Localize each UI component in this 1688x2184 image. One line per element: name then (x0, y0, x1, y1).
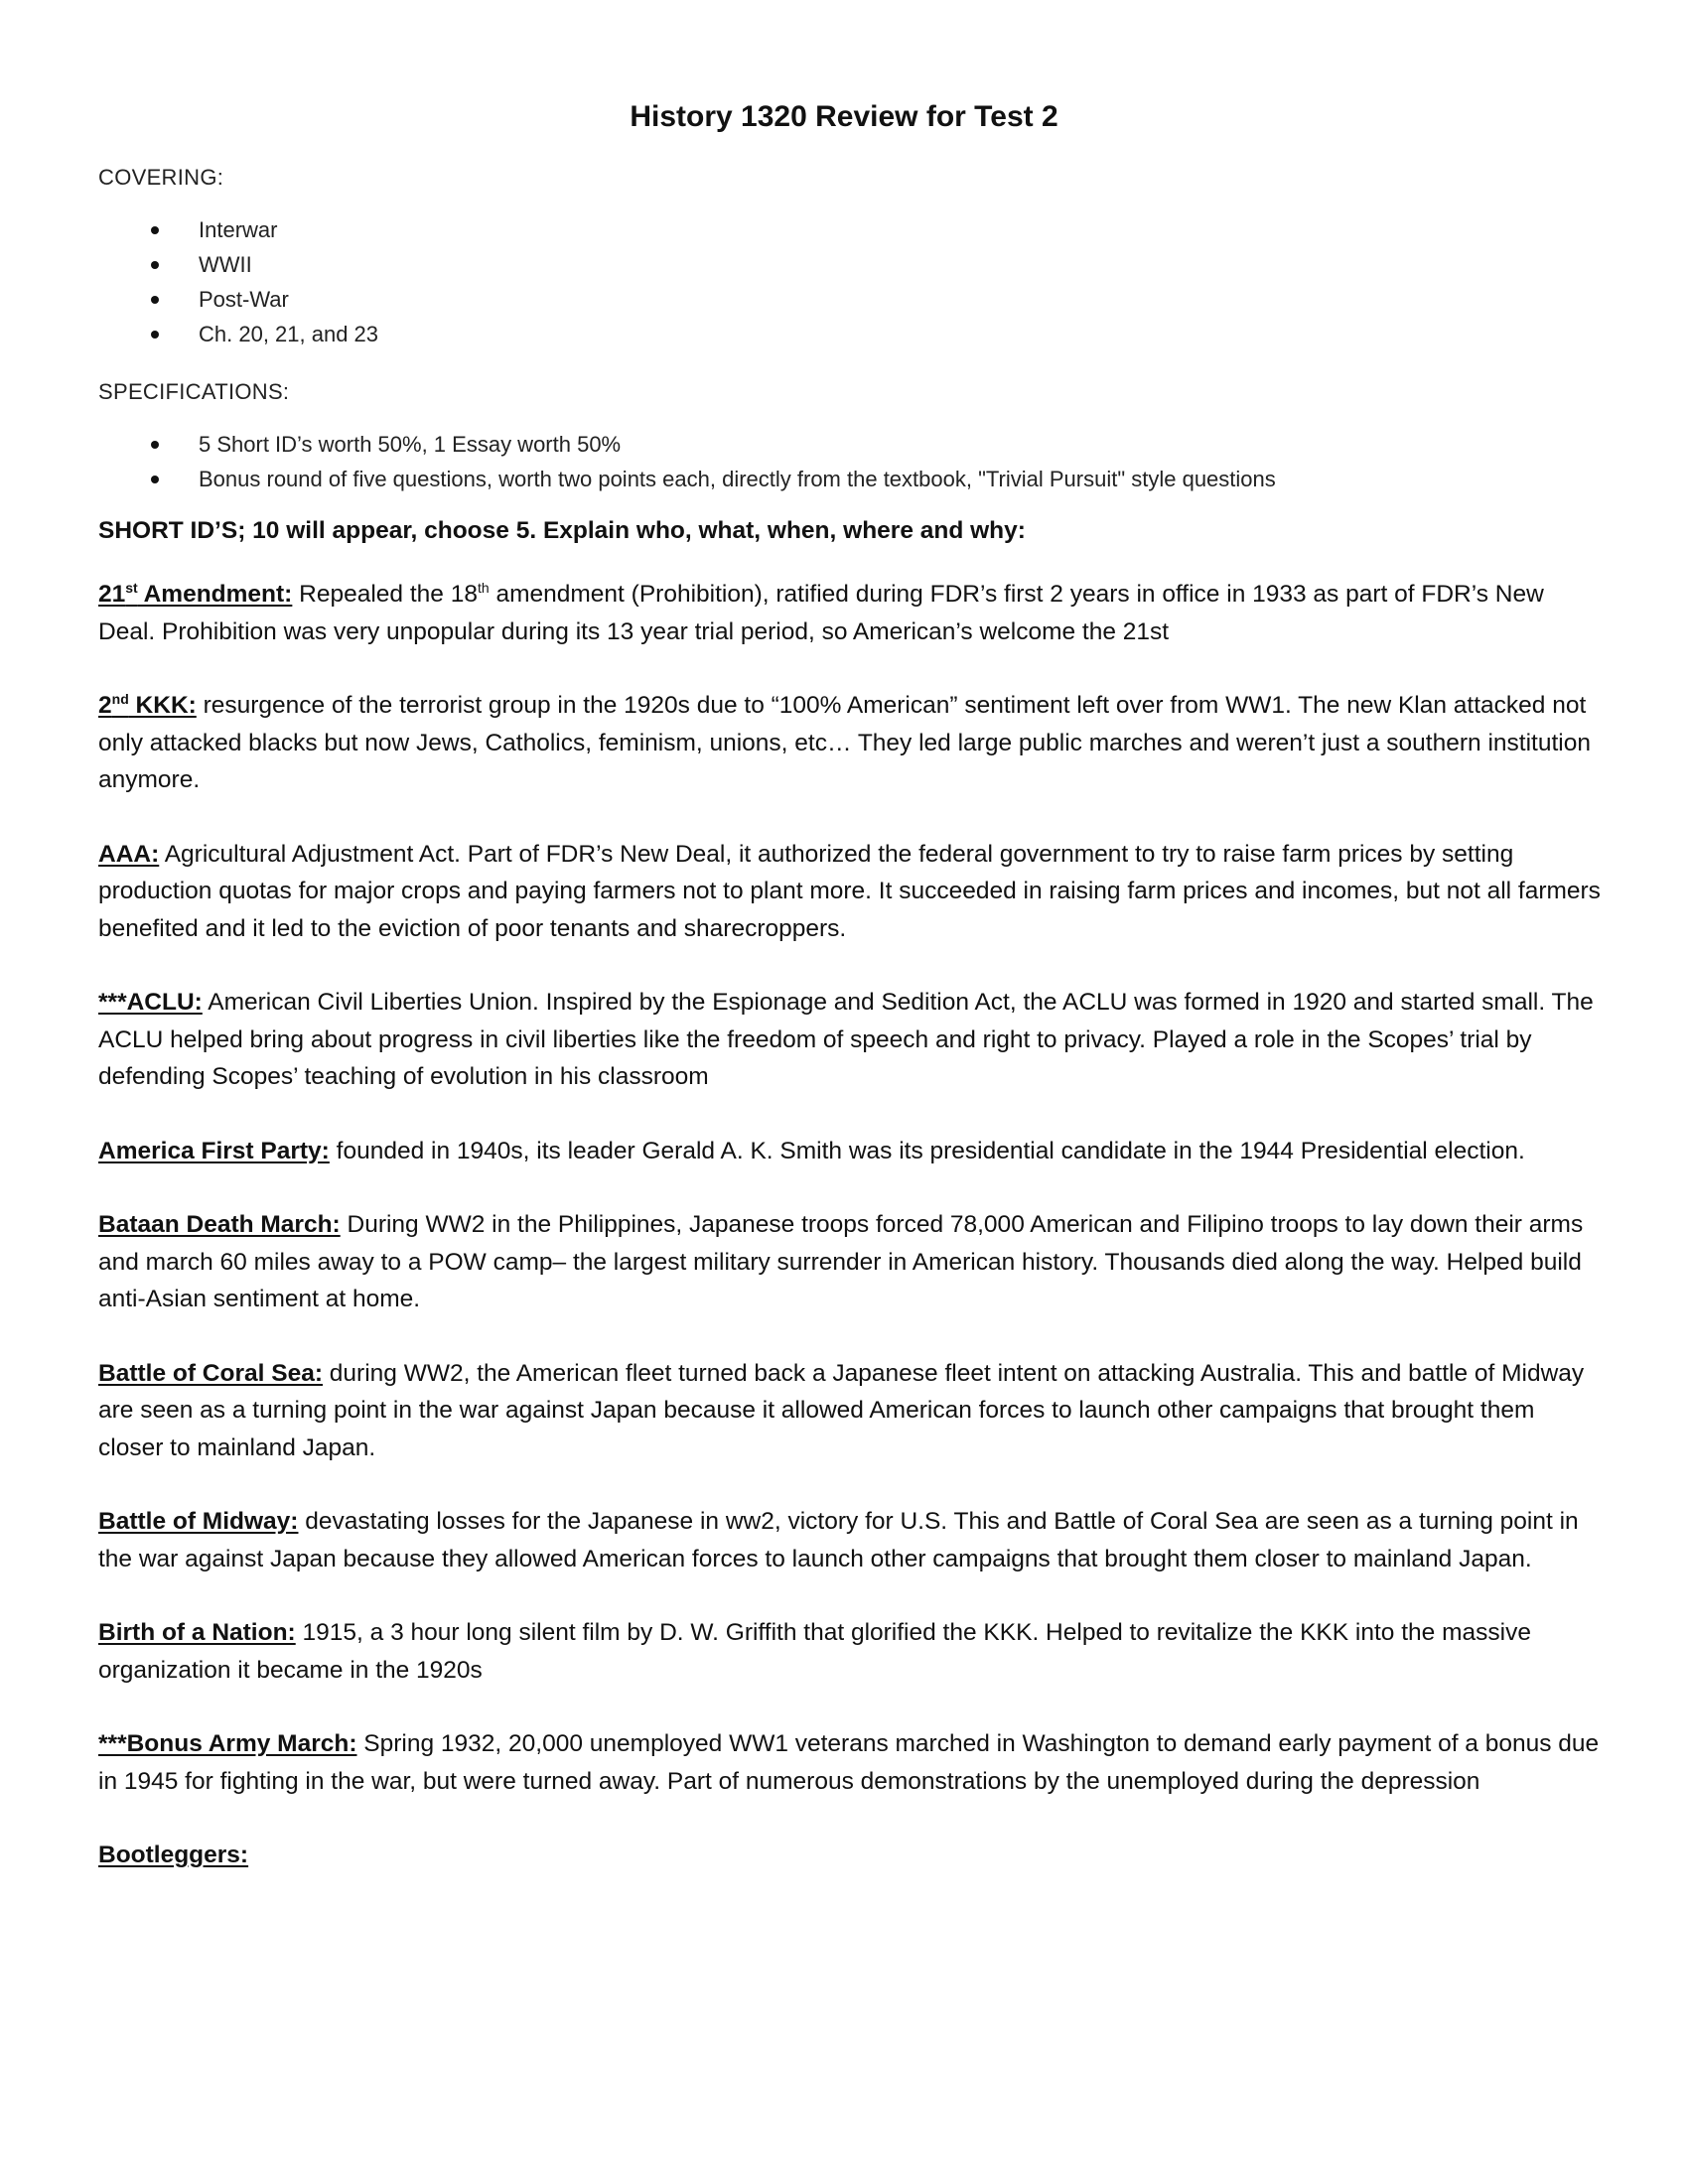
entry-term: AAA: (98, 840, 160, 868)
page-title: History 1320 Review for Test 2 (630, 100, 1058, 133)
list-item: 5 Short ID’s worth 50%, 1 Essay worth 50% (98, 427, 1588, 462)
list-item: Bonus round of five questions, worth two points each, directly from the textbook, "Trivial Pursuit" style questions (98, 462, 1588, 496)
bullet-icon (151, 296, 159, 304)
entry-america-first-party: America First Party: founded in 1940s, its leader Gerald A. K. Smith was its presidential candidate in the 1944 Presidential election. (98, 1137, 1525, 1164)
entry-bootleggers (98, 1837, 1603, 1874)
list-item: WWII (98, 247, 1588, 282)
entry-2nd-kkk: 2nd KKK: resurgence of the terrorist group in the 1920s due to “100% American” sentiment left over from WW1. The new Klan attacked not only attacked blacks but now Jews, Catholics, feminism, unions, etc… They led large public marches and weren’t just a southern institution anymore. (98, 690, 1591, 793)
entry-birth-of-a-nation: Birth of a Nation: 1915, a 3 hour long silent film by D. W. Griffith that glorified the KKK. Helped to revitalize the KKK into the massive organization it became in the 1920s (98, 1619, 1531, 1684)
specifications-list (98, 427, 1588, 496)
entry-term: 2nd KKK: (98, 690, 197, 719)
entry-aclu: ***ACLU: American Civil Liberties Union. Inspired by the Espionage and Sedition Act, the ACLU was formed in 1920 and started small. The ACLU helped bring about progress in civil liberties like the freedom of speech and right to privacy. Played a role in the Scopes’ trial by defending Scopes’ teaching of evolution in his classroom (98, 989, 1594, 1090)
entry-21st-amendment: 21st Amendment: Repealed the 18th amendment (Prohibition), ratified during FDR’s first 2 years in office in 1933 as part of FDR’s New Deal. Prohibition was very unpopular during its 13 year trial period, so American’s welcome the 21st (98, 579, 1544, 645)
entry-term: 21st Amendment: (98, 579, 293, 608)
list-item: Post-War (98, 282, 1588, 317)
entry-aaa: AAA: Agricultural Adjustment Act. Part of FDR’s New Deal, it authorized the federal government to try to raise farm prices by setting production quotas for major crops and paying farmers not to plant more. It succeeded in raising farm prices and incomes, but not all farmers benefited and it led to the eviction of poor tenants and sharecroppers. (98, 840, 1601, 942)
entry-term: Bootleggers: (98, 1842, 249, 1868)
entry-battle-of-midway: Battle of Midway: devastating losses for the Japanese in ww2, victory for U.S. This and Battle of Coral Sea are seen as a turning point in the war against Japan because they allowed American forces to launch other campaigns that brought them closer to mainland Japan. (98, 1508, 1579, 1572)
entry-term: Bataan Death March: (98, 1211, 341, 1238)
entry-battle-of-coral-sea: Battle of Coral Sea: during WW2, the American fleet turned back a Japanese fleet intent on attacking Australia. This and battle of Midway are seen as a turning point in the war against Japan because it allowed American forces to launch other campaigns that brought them closer to mainland Japan. (98, 1359, 1585, 1461)
bullet-icon (151, 441, 159, 449)
document-page (98, 99, 1601, 1874)
entry-term: Battle of Coral Sea: (98, 1359, 323, 1387)
entry-term: ***Bonus Army March: (98, 1730, 357, 1757)
entry-term: America First Party: (98, 1137, 330, 1164)
covering-label: COVERING: (98, 165, 224, 190)
entry-bataan-death-march: Bataan Death March: During WW2 in the Philippines, Japanese troops forced 78,000 American and Filipino troops to lay down their arms and march 60 miles away to a POW camp– the largest military surrender in American history. Thousands died along the way. Helped build anti-Asian sentiment at home. (98, 1211, 1584, 1312)
entry-term: ***ACLU: (98, 989, 203, 1016)
entry-term: Battle of Midway: (98, 1508, 299, 1535)
short-ids-heading: SHORT ID’S; 10 will appear, choose 5. Explain who, what, when, where and why: (98, 517, 1026, 544)
entry-bonus-army-march: ***Bonus Army March: Spring 1932, 20,000 unemployed WW1 veterans marched in Washington to demand early payment of a bonus due in 1945 for fighting in the war, but were turned away. Part of numerous demonstrations by the unemployed during the depression (98, 1730, 1600, 1795)
bullet-icon (151, 331, 159, 339)
covering-list (98, 212, 1588, 351)
specifications-label: SPECIFICATIONS: (98, 379, 290, 404)
entry-term: Birth of a Nation: (98, 1619, 296, 1646)
bullet-icon (151, 261, 159, 269)
list-item: Interwar (98, 212, 1588, 247)
bullet-icon (151, 226, 159, 234)
bullet-icon (151, 476, 159, 483)
list-item: Ch. 20, 21, and 23 (98, 317, 1588, 351)
